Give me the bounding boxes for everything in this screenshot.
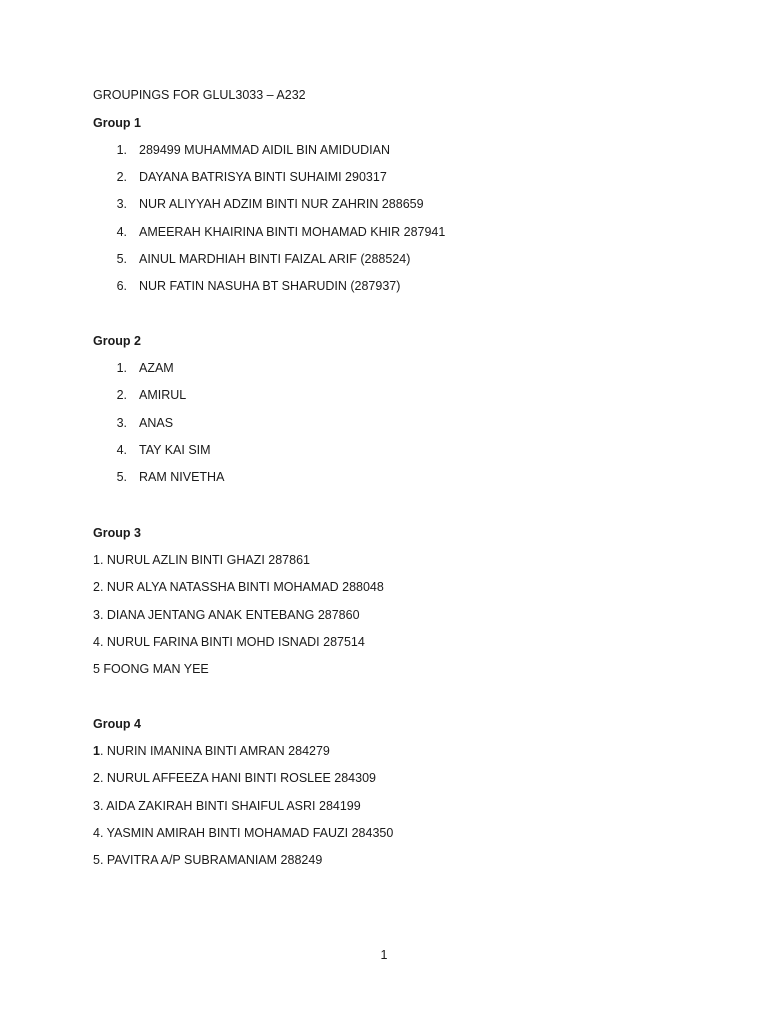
member-name: AINUL MARDHIAH BINTI FAIZAL ARIF (288524) [139,252,411,266]
member-name: DAYANA BATRISYA BINTI SUHAIMI 290317 [139,170,387,184]
list-number: 1. [116,143,127,157]
group-1-heading: Group 1 [93,116,141,130]
list-number: 2. [116,170,127,184]
member-name: AMEERAH KHAIRINA BINTI MOHAMAD KHIR 287941 [139,225,446,239]
list-item: 3. DIANA JENTANG ANAK ENTEBANG 287860 [93,608,360,622]
list-item: 3. AIDA ZAKIRAH BINTI SHAIFUL ASRI 284199 [93,799,361,813]
list-item: 2. NURUL AFFEEZA HANI BINTI ROSLEE 284309 [93,771,376,785]
list-number: 5. [116,470,127,484]
list-number: 3. [116,197,127,211]
list-number: 4. [116,443,127,457]
member-name: TAY KAI SIM [139,443,211,457]
list-number: 2. [116,388,127,402]
group-4-heading: Group 4 [93,717,141,731]
member-name: . NURIN IMANINA BINTI AMRAN 284279 [99,744,330,758]
member-name: ANAS [139,416,174,430]
list-item: 4. NURUL FARINA BINTI MOHD ISNADI 287514 [93,635,365,649]
list-number: 4. [116,225,127,239]
list-number: 1 [93,744,100,758]
member-name: RAM NIVETHA [139,470,225,484]
list-item: 2. NUR ALYA NATASSHA BINTI MOHAMAD 288048 [93,580,384,594]
member-name: NUR ALIYYAH ADZIM BINTI NUR ZAHRIN 288659 [139,197,424,211]
group-2-heading: Group 2 [93,334,141,348]
list-number: 3. [116,416,127,430]
list-item: 1. NURUL AZLIN BINTI GHAZI 287861 [93,553,310,567]
member-name: 289499 MUHAMMAD AIDIL BIN AMIDUDIAN [139,143,390,157]
group-3-heading: Group 3 [93,526,141,540]
list-item [93,744,330,758]
list-number: 5. [116,252,127,266]
list-item: 5 FOONG MAN YEE [93,662,209,676]
member-name: AMIRUL [139,388,187,402]
list-number: 1. [116,361,127,375]
member-name: AZAM [139,361,174,375]
member-name: NUR FATIN NASUHA BT SHARUDIN (287937) [139,279,401,293]
list-item: 5. PAVITRA A/P SUBRAMANIAM 288249 [93,853,323,867]
document-title: GROUPINGS FOR GLUL3033 – A232 [93,88,306,102]
list-number: 6. [116,279,127,293]
list-item: 4. YASMIN AMIRAH BINTI MOHAMAD FAUZI 284350 [93,826,394,840]
page-number: 1 [380,948,388,962]
